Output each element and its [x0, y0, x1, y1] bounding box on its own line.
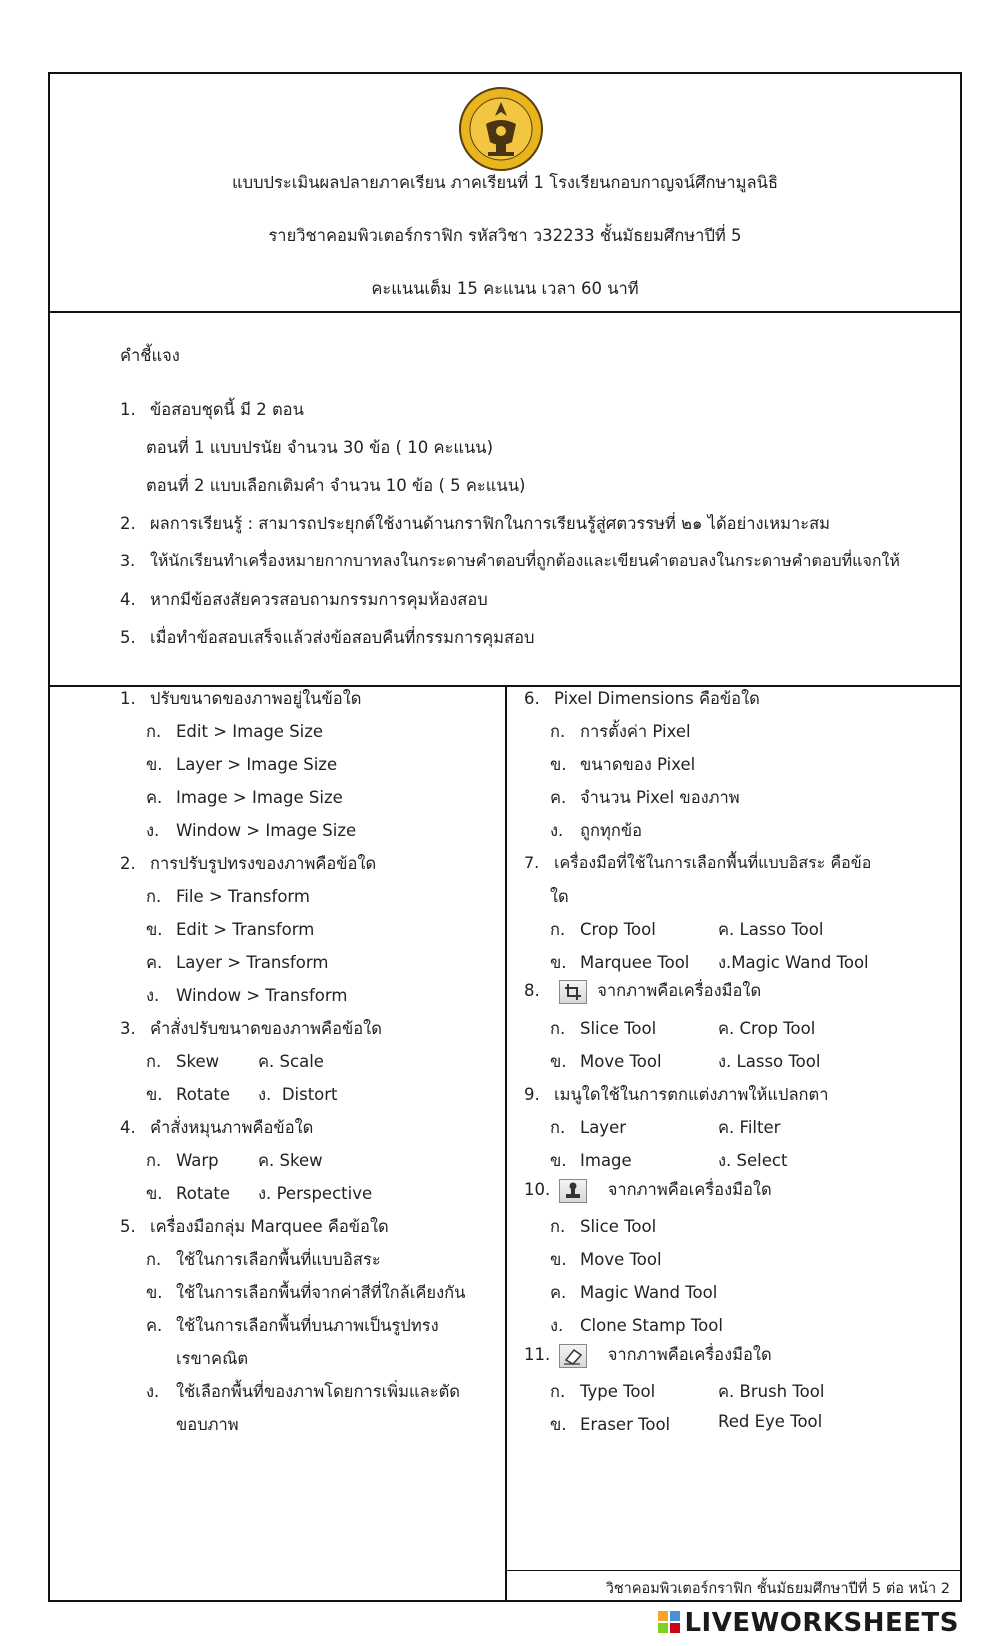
option[interactable]: ค. Layer > Transform: [146, 953, 329, 972]
option[interactable]: ก. Skew: [146, 1052, 220, 1071]
liveworksheets-logo: LIVEWORKSHEETS: [658, 1608, 959, 1638]
crop-tool-icon: [559, 980, 587, 1004]
option[interactable]: ง. ถูกทุกข้อ: [550, 821, 643, 840]
exam-sheet: [48, 72, 962, 1602]
question-10: 10. จากภาพคือเครื่องมือใด: [524, 1177, 772, 1203]
option-continued: เรขาคณิต: [176, 1349, 249, 1368]
instructions-heading: คำชี้แจง: [120, 346, 180, 365]
question-2: 2. การปรับรูปทรงของภาพคือข้อใด: [120, 854, 377, 873]
question-5: 5. เครื่องมือกลุ่ม Marquee คือข้อใด: [120, 1217, 389, 1236]
column-divider: [505, 686, 507, 1602]
option[interactable]: ค. Lasso Tool: [718, 920, 824, 939]
instruction-item: 3. ให้นักเรียนทำเครื่องหมายกากบาทลงในกระดาษคำตอบที่ถูกต้องและเขียนคำตอบลงในกระดาษคำตอบที่แจกให้: [120, 551, 900, 570]
option[interactable]: ก. File > Transform: [146, 887, 310, 906]
option[interactable]: ก. Warp: [146, 1151, 219, 1170]
option[interactable]: ง.Magic Wand Tool: [718, 953, 869, 972]
clone-stamp-tool-icon: [559, 1179, 587, 1203]
option[interactable]: ค. Image > Image Size: [146, 788, 343, 807]
question-7-continued: ใด: [550, 887, 569, 906]
exam-header: [50, 74, 960, 313]
option[interactable]: ข. Edit > Transform: [146, 920, 315, 939]
option[interactable]: ง. Select: [718, 1151, 788, 1170]
option[interactable]: ง. Lasso Tool: [718, 1052, 821, 1071]
option[interactable]: ง. Window > Transform: [146, 986, 348, 1005]
option[interactable]: ข. Rotate: [146, 1085, 231, 1104]
option[interactable]: Red Eye Tool: [718, 1412, 823, 1431]
exam-subject: รายวิชาคอมพิวเตอร์กราฟิก รหัสวิชา ว32233 ชั้นมัธยมศึกษาปีที่ 5: [268, 226, 742, 245]
instruction-item: 2. ผลการเรียนรู้ : สามารถประยุกต์ใช้งานด้านกราฟิกในการเรียนรู้สู่ศตวรรษที่ ๒๑ ได้อย่างเหมาะสม: [120, 514, 831, 533]
option[interactable]: ก. Type Tool: [550, 1382, 656, 1401]
option[interactable]: ค. Skew: [258, 1151, 323, 1170]
instruction-item: ตอนที่ 1 แบบปรนัย จำนวน 30 ข้อ ( 10 คะแนน): [146, 438, 494, 457]
question-7: 7. เครื่องมือที่ใช้ในการเลือกพื้นที่แบบอิสระ คือข้อ: [524, 853, 872, 872]
option[interactable]: ข. Eraser Tool: [550, 1415, 671, 1434]
option[interactable]: ข. Move Tool: [550, 1250, 662, 1269]
option[interactable]: ก. ใช้ในการเลือกพื้นที่แบบอิสระ: [146, 1250, 381, 1269]
option[interactable]: ข. Rotate: [146, 1184, 231, 1203]
question-9: 9. เมนูใดใช้ในการตกแต่งภาพให้แปลกตา: [524, 1085, 829, 1104]
option[interactable]: ข. Image: [550, 1151, 632, 1170]
option[interactable]: ค. Scale: [258, 1052, 324, 1071]
option[interactable]: ค. Brush Tool: [718, 1382, 825, 1401]
question-3: 3. คำสั่งปรับขนาดของภาพคือข้อใด: [120, 1019, 382, 1038]
option[interactable]: ง. Clone Stamp Tool: [550, 1316, 723, 1335]
page-footer: วิชาคอมพิวเตอร์กราฟิก ชั้นมัธยมศึกษาปีที่ 5 ต่อ หน้า 2: [506, 1570, 962, 1602]
option[interactable]: ก. Edit > Image Size: [146, 722, 324, 741]
option[interactable]: ค. จำนวน Pixel ของภาพ: [550, 788, 740, 807]
instruction-item: 5. เมื่อทำข้อสอบเสร็จแล้วส่งข้อสอบคืนที่กรรมการคุมสอบ: [120, 628, 535, 647]
option[interactable]: ก. Crop Tool: [550, 920, 656, 939]
option[interactable]: ข. Move Tool: [550, 1052, 662, 1071]
school-seal-icon: [458, 86, 544, 172]
exam-title: แบบประเมินผลปลายภาคเรียน ภาคเรียนที่ 1 โรงเรียนกอบกาญจน์ศึกษามูลนิธิ: [231, 173, 779, 192]
instructions-section: [50, 311, 960, 687]
question-6: 6. Pixel Dimensions คือข้อใด: [524, 689, 760, 708]
option[interactable]: ค. Magic Wand Tool: [550, 1283, 718, 1302]
option[interactable]: ข. ใช้ในการเลือกพื้นที่จากค่าสีที่ใกล้เคียงกัน: [146, 1283, 466, 1302]
option[interactable]: ง. ใช้เลือกพื้นที่ของภาพโดยการเพิ่มและตัด: [146, 1382, 460, 1401]
eraser-tool-icon: [559, 1344, 587, 1368]
exam-score-time: คะแนนเต็ม 15 คะแนน เวลา 60 นาที: [371, 279, 639, 298]
liveworksheets-grid-icon: [658, 1610, 680, 1632]
option[interactable]: ค. Crop Tool: [718, 1019, 816, 1038]
option[interactable]: ง. Perspective: [258, 1184, 373, 1203]
option[interactable]: ง. Distort: [258, 1085, 338, 1104]
instruction-item: 4. หากมีข้อสงสัยควรสอบถามกรรมการคุมห้องสอบ: [120, 590, 488, 609]
option[interactable]: ก. Slice Tool: [550, 1019, 657, 1038]
option[interactable]: ค. Filter: [718, 1118, 781, 1137]
instruction-item: ตอนที่ 2 แบบเลือกเติมคำ จำนวน 10 ข้อ ( 5 คะแนน): [146, 476, 526, 495]
question-1: 1. ปรับขนาดของภาพอยู่ในข้อใด: [120, 689, 362, 708]
option[interactable]: ง. Window > Image Size: [146, 821, 357, 840]
question-8: 8. จากภาพคือเครื่องมือใด: [524, 978, 761, 1004]
option[interactable]: ข. Marquee Tool: [550, 953, 690, 972]
option[interactable]: ข. Layer > Image Size: [146, 755, 338, 774]
option[interactable]: ก. Layer: [550, 1118, 627, 1137]
question-11: 11. จากภาพคือเครื่องมือใด: [524, 1342, 772, 1368]
option[interactable]: ก. Slice Tool: [550, 1217, 657, 1236]
option-continued: ขอบภาพ: [176, 1415, 239, 1434]
option[interactable]: ก. การตั้งค่า Pixel: [550, 722, 691, 741]
instruction-item: 1. ข้อสอบชุดนี้ มี 2 ตอน: [120, 400, 304, 419]
option[interactable]: ค. ใช้ในการเลือกพื้นที่บนภาพเป็นรูปทรง: [146, 1316, 439, 1335]
option[interactable]: ข. ขนาดของ Pixel: [550, 755, 696, 774]
question-4: 4. คำสั่งหมุนภาพคือข้อใด: [120, 1118, 314, 1137]
